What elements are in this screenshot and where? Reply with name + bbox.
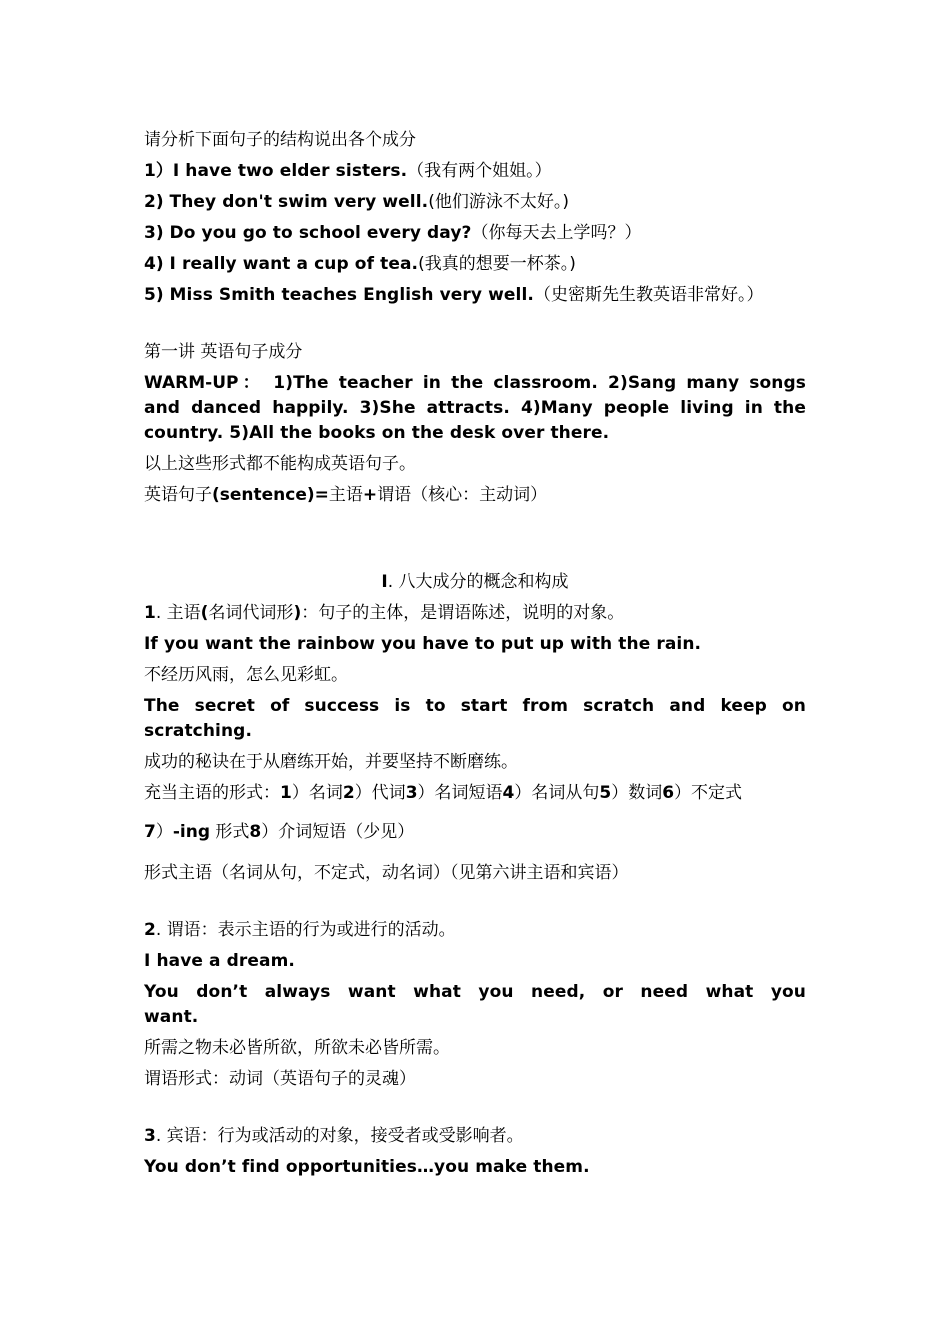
forms-text: 形式 xyxy=(210,822,250,842)
intro-item-3 xyxy=(144,221,806,246)
forms-text: ）代词 xyxy=(354,783,406,803)
forms-number: 6 xyxy=(662,783,675,803)
forms-text: 充当主语的形式： xyxy=(144,783,280,803)
heading-part: 名词代词形 xyxy=(208,603,294,623)
predicate-example-2-english: You don’t always want what you need, or need what you want. xyxy=(144,982,806,1027)
heading-part: ( xyxy=(200,603,209,623)
subject-example-2-chinese: 成功的秘诀在于从磨练开始，并要坚持不断磨练。 xyxy=(144,752,518,772)
item-number: 4) xyxy=(144,254,170,274)
forms-text: ）不定式 xyxy=(674,783,743,803)
heading-part: ：句子的主体，是谓语陈述，说明的对象。 xyxy=(301,603,625,623)
item-chinese: （史密斯先生教英语非常好。） xyxy=(533,285,764,305)
spacer xyxy=(144,314,806,340)
formula-part: + xyxy=(362,485,378,505)
item-chinese: （你每天去上学吗？） xyxy=(471,223,642,243)
forms-text: -ing xyxy=(172,822,210,842)
item-number: 5) xyxy=(144,285,170,305)
heading-text: . 宾语：行为或活动的对象，接受者或受影响者。 xyxy=(155,1126,524,1146)
predicate-example-1-english: I have a dream. xyxy=(144,951,295,971)
heading-number: 3 xyxy=(144,1126,156,1146)
lecture-title: 第一讲 英语句子成分 xyxy=(144,342,303,362)
formula-part: 主语 xyxy=(328,485,363,505)
subject-example-1-chinese: 不经历风雨，怎么见彩虹。 xyxy=(144,665,348,685)
forms-text: ）名词从句 xyxy=(514,783,600,803)
formula-part: 英语句子 xyxy=(144,485,212,505)
forms-text: ） xyxy=(155,822,173,842)
subject-example-2-english: The secret of success is to start from scratch and keep on scratching. xyxy=(144,696,806,741)
sentence-formula xyxy=(144,483,806,508)
object-heading xyxy=(144,1124,806,1149)
heading-number: 2 xyxy=(144,920,156,940)
forms-number: 7 xyxy=(144,822,156,842)
section-number: I xyxy=(381,572,388,592)
forms-text: ）介词短语（少见） xyxy=(261,822,415,842)
item-english: I really want a cup of tea. xyxy=(169,254,419,274)
forms-number: 8 xyxy=(249,822,262,842)
warmup-label: WARM-UP： xyxy=(144,373,264,393)
subject-example-1-english: If you want the rainbow you have to put up with the rain. xyxy=(144,634,702,654)
formula-part: (sentence)= xyxy=(212,485,329,505)
document-page xyxy=(144,128,806,1186)
heading-text: . 谓语：表示主语的行为或进行的活动。 xyxy=(155,920,456,940)
forms-number: 1 xyxy=(280,783,292,803)
warmup-text: 1)The teacher in the classroom. 2)Sang many songs and danced happily. 3)She attracts. 4)Many people living in the country. 5)All the books on the desk over there. xyxy=(144,373,806,443)
item-english: Miss Smith teaches English very well. xyxy=(169,285,534,305)
intro-item-2 xyxy=(144,190,806,215)
formal-subject-note: 形式主语（名词从句，不定式，动名词）（见第六讲主语和宾语） xyxy=(144,863,629,883)
spacer xyxy=(144,892,806,918)
heading-part: ) xyxy=(293,603,302,623)
item-chinese: （我有两个姐姐。） xyxy=(407,161,552,181)
item-english: Do you go to school every day? xyxy=(169,223,472,243)
predicate-example-2-chinese: 所需之物未必皆所欲，所欲未必皆所需。 xyxy=(144,1038,450,1058)
forms-number: 4 xyxy=(502,783,515,803)
heading-number: 1 xyxy=(144,603,156,623)
forms-number: 5 xyxy=(599,783,612,803)
intro-item-1 xyxy=(144,159,806,184)
item-english: I have two elder sisters. xyxy=(172,161,408,181)
item-english: They don't swim very well. xyxy=(169,192,429,212)
spacer xyxy=(144,514,806,570)
forms-number: 2 xyxy=(342,783,355,803)
section-title xyxy=(144,570,806,595)
predicate-heading xyxy=(144,918,806,943)
forms-text: ）名词短语 xyxy=(417,783,503,803)
intro-heading: 请分析下面句子的结构说出各个成分 xyxy=(144,130,416,150)
formula-part: 谓语（核心：主动词） xyxy=(377,485,548,505)
predicate-form: 谓语形式：动词（英语句子的灵魂） xyxy=(144,1069,416,1089)
intro-item-4 xyxy=(144,252,806,277)
warmup-paragraph xyxy=(144,371,806,446)
forms-text: ）名词 xyxy=(291,783,343,803)
item-chinese: (他们游泳不太好。) xyxy=(428,192,569,212)
item-number: 2) xyxy=(144,192,170,212)
item-number: 3) xyxy=(144,223,170,243)
forms-number: 3 xyxy=(405,783,418,803)
section-title-text: . 八大成分的概念和构成 xyxy=(387,572,569,592)
spacer xyxy=(144,1098,806,1124)
lecture-note: 以上这些形式都不能构成英语句子。 xyxy=(144,454,416,474)
object-example-1-english: You don’t find opportunities…you make them. xyxy=(144,1157,590,1177)
item-number: 1） xyxy=(144,161,173,181)
intro-item-5 xyxy=(144,283,806,308)
forms-text: ）数词 xyxy=(611,783,663,803)
subject-heading xyxy=(144,601,806,626)
subject-forms-line-2 xyxy=(144,820,806,845)
subject-forms-line-1 xyxy=(144,781,806,806)
heading-part: . 主语 xyxy=(155,603,201,623)
item-chinese: (我真的想要一杯茶。) xyxy=(418,254,576,274)
